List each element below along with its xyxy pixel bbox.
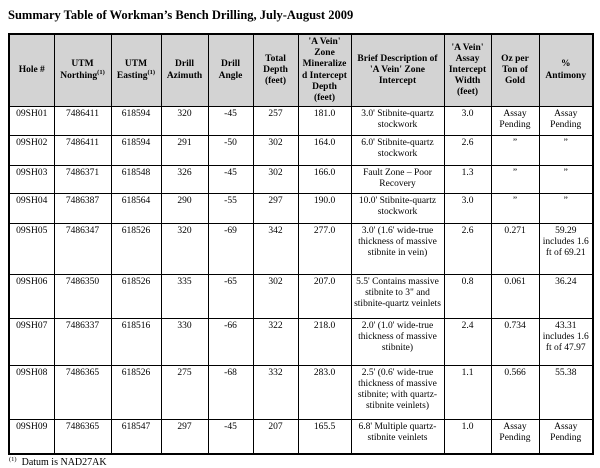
cell-drill-angle: -68 bbox=[208, 365, 253, 419]
header-row bbox=[9, 34, 593, 107]
cell-utm-northing: 7486387 bbox=[54, 193, 111, 223]
column-header-label: Drill Angle bbox=[218, 59, 243, 81]
footnote-marker: (1) bbox=[9, 455, 17, 463]
cell-vein-intercept-depth: 164.0 bbox=[298, 136, 351, 166]
column-header-label: Brief Description of 'A Vein' Zone Intercept bbox=[357, 53, 438, 87]
cell-utm-northing: 7486350 bbox=[54, 274, 111, 318]
cell-vein-description: Fault Zone – Poor Recovery bbox=[351, 166, 444, 193]
table-row-09SH05 bbox=[9, 223, 593, 274]
cell-oz-per-ton-gold: Assay Pending bbox=[491, 107, 539, 136]
cell-total-depth: 302 bbox=[253, 166, 298, 193]
cell-oz-per-ton-gold: 0.271 bbox=[491, 223, 539, 274]
cell-utm-northing: 7486337 bbox=[54, 318, 111, 365]
column-header-percent-antimony bbox=[539, 34, 593, 107]
cell-total-depth: 257 bbox=[253, 107, 298, 136]
cell-assay-intercept-width: 1.3 bbox=[444, 166, 491, 193]
table-body bbox=[9, 107, 593, 454]
cell-vein-intercept-depth: 218.0 bbox=[298, 318, 351, 365]
table-row-09SH06 bbox=[9, 274, 593, 318]
cell-assay-intercept-width: 1.1 bbox=[444, 365, 491, 419]
cell-utm-northing: 7486371 bbox=[54, 166, 111, 193]
cell-drill-angle: -66 bbox=[208, 318, 253, 365]
cell-assay-intercept-width: 0.8 bbox=[444, 274, 491, 318]
cell-hole-number: 09SH09 bbox=[9, 419, 54, 454]
table-header bbox=[9, 34, 593, 107]
cell-utm-easting: 618526 bbox=[111, 365, 161, 419]
column-header-vein-intercept-depth bbox=[298, 34, 351, 107]
cell-utm-northing: 7486365 bbox=[54, 419, 111, 454]
cell-utm-easting: 618526 bbox=[111, 223, 161, 274]
cell-assay-intercept-width: 3.0 bbox=[444, 193, 491, 223]
cell-assay-intercept-width: 3.0 bbox=[444, 107, 491, 136]
cell-vein-intercept-depth: 277.0 bbox=[298, 223, 351, 274]
cell-utm-easting: 618547 bbox=[111, 419, 161, 454]
column-header-label: % Antimony bbox=[545, 59, 587, 81]
cell-drill-azimuth: 297 bbox=[161, 419, 208, 454]
cell-percent-antimony: 55.38 bbox=[539, 365, 593, 419]
cell-vein-description: 3.0' Stibnite-quartz stockwork bbox=[351, 107, 444, 136]
cell-oz-per-ton-gold: 0.061 bbox=[491, 274, 539, 318]
cell-drill-azimuth: 326 bbox=[161, 166, 208, 193]
cell-vein-intercept-depth: 166.0 bbox=[298, 166, 351, 193]
cell-total-depth: 332 bbox=[253, 365, 298, 419]
cell-percent-antimony: Assay Pending bbox=[539, 419, 593, 454]
cell-hole-number: 09SH03 bbox=[9, 166, 54, 193]
cell-drill-azimuth: 320 bbox=[161, 223, 208, 274]
cell-oz-per-ton-gold: 0.734 bbox=[491, 318, 539, 365]
column-header-label: 'A Vein' Assay Intercept Width (feet) bbox=[448, 42, 487, 98]
column-header-oz-per-ton-gold bbox=[491, 34, 539, 107]
cell-drill-azimuth: 320 bbox=[161, 107, 208, 136]
cell-hole-number: 09SH05 bbox=[9, 223, 54, 274]
table-row-09SH03 bbox=[9, 166, 593, 193]
cell-oz-per-ton-gold: Assay Pending bbox=[491, 419, 539, 454]
cell-assay-intercept-width: 1.0 bbox=[444, 419, 491, 454]
column-header-label: UTM Easting bbox=[116, 59, 148, 81]
cell-utm-northing: 7486411 bbox=[54, 136, 111, 166]
column-header-label: Oz per Ton of Gold bbox=[501, 53, 529, 87]
column-header-label: Total Depth (feet) bbox=[263, 53, 288, 87]
cell-vein-description: 2.5' (0.6' wide-true thickness of massive stibnite; with quartz-stibnite veinlets) bbox=[351, 365, 444, 419]
cell-percent-antimony: ” bbox=[539, 193, 593, 223]
cell-vein-intercept-depth: 207.0 bbox=[298, 274, 351, 318]
cell-hole-number: 09SH06 bbox=[9, 274, 54, 318]
cell-hole-number: 09SH07 bbox=[9, 318, 54, 365]
cell-percent-antimony: ” bbox=[539, 136, 593, 166]
cell-hole-number: 09SH04 bbox=[9, 193, 54, 223]
column-header-utm-northing bbox=[54, 34, 111, 107]
page-title: Summary Table of Workman’s Bench Drilling, July-August 2009 bbox=[8, 8, 354, 22]
cell-utm-northing: 7486347 bbox=[54, 223, 111, 274]
table-row-09SH01 bbox=[9, 107, 593, 136]
cell-utm-easting: 618564 bbox=[111, 193, 161, 223]
footnote-marker: (1) bbox=[97, 68, 105, 76]
cell-vein-intercept-depth: 181.0 bbox=[298, 107, 351, 136]
cell-total-depth: 322 bbox=[253, 318, 298, 365]
cell-drill-angle: -55 bbox=[208, 193, 253, 223]
cell-utm-easting: 618548 bbox=[111, 166, 161, 193]
cell-drill-angle: -45 bbox=[208, 419, 253, 454]
cell-vein-description: 10.0' Stibnite-quartz stockwork bbox=[351, 193, 444, 223]
column-header-label: 'A Vein' Zone Mineralized Intercept Depth (feet) bbox=[302, 37, 347, 104]
column-header-label: Drill Azimuth bbox=[166, 59, 203, 81]
column-header-vein-description bbox=[351, 34, 444, 107]
cell-drill-angle: -69 bbox=[208, 223, 253, 274]
column-header-total-depth bbox=[253, 34, 298, 107]
cell-assay-intercept-width: 2.6 bbox=[444, 223, 491, 274]
cell-hole-number: 09SH01 bbox=[9, 107, 54, 136]
cell-percent-antimony: Assay Pending bbox=[539, 107, 593, 136]
cell-vein-description: 6.0' Stibnite-quartz stockwork bbox=[351, 136, 444, 166]
cell-percent-antimony: 59.29 includes 1.6 ft of 69.21 bbox=[539, 223, 593, 274]
cell-vein-intercept-depth: 190.0 bbox=[298, 193, 351, 223]
column-header-drill-azimuth bbox=[161, 34, 208, 107]
table-row-09SH08 bbox=[9, 365, 593, 419]
cell-vein-description: 3.0' (1.6' wide-true thickness of massive stibnite in vein) bbox=[351, 223, 444, 274]
column-header-drill-angle bbox=[208, 34, 253, 107]
table-row-09SH02 bbox=[9, 136, 593, 166]
column-header-assay-intercept-width bbox=[444, 34, 491, 107]
cell-total-depth: 342 bbox=[253, 223, 298, 274]
cell-oz-per-ton-gold: 0.566 bbox=[491, 365, 539, 419]
cell-vein-intercept-depth: 283.0 bbox=[298, 365, 351, 419]
cell-total-depth: 297 bbox=[253, 193, 298, 223]
cell-drill-azimuth: 335 bbox=[161, 274, 208, 318]
table-row-09SH09 bbox=[9, 419, 593, 454]
column-header-label: UTM Northing bbox=[60, 59, 98, 81]
cell-oz-per-ton-gold: ” bbox=[491, 166, 539, 193]
cell-drill-azimuth: 275 bbox=[161, 365, 208, 419]
cell-drill-azimuth: 290 bbox=[161, 193, 208, 223]
cell-utm-easting: 618594 bbox=[111, 107, 161, 136]
footnote-text: Datum is NAD27AK bbox=[21, 457, 107, 468]
column-header-label: Hole # bbox=[18, 65, 45, 75]
cell-utm-northing: 7486411 bbox=[54, 107, 111, 136]
cell-assay-intercept-width: 2.6 bbox=[444, 136, 491, 166]
drilling-summary-table bbox=[8, 33, 594, 455]
cell-oz-per-ton-gold: ” bbox=[491, 136, 539, 166]
cell-utm-northing: 7486365 bbox=[54, 365, 111, 419]
cell-vein-description: 5.5' Contains massive stibnite to 3" and stibnite-quartz veinlets bbox=[351, 274, 444, 318]
cell-drill-angle: -65 bbox=[208, 274, 253, 318]
cell-drill-angle: -45 bbox=[208, 166, 253, 193]
cell-percent-antimony: 43.31 includes 1.6 ft of 47.97 bbox=[539, 318, 593, 365]
table-row-09SH07 bbox=[9, 318, 593, 365]
footnote-marker: (1) bbox=[147, 68, 156, 76]
cell-hole-number: 09SH08 bbox=[9, 365, 54, 419]
cell-percent-antimony: ” bbox=[539, 166, 593, 193]
cell-drill-azimuth: 291 bbox=[161, 136, 208, 166]
cell-assay-intercept-width: 2.4 bbox=[444, 318, 491, 365]
column-header-hole-number bbox=[9, 34, 54, 107]
cell-percent-antimony: 36.24 bbox=[539, 274, 593, 318]
cell-utm-easting: 618594 bbox=[111, 136, 161, 166]
cell-drill-angle: -45 bbox=[208, 107, 253, 136]
cell-vein-description: 6.8' Multiple quartz-stibnite veinlets bbox=[351, 419, 444, 454]
cell-vein-intercept-depth: 165.5 bbox=[298, 419, 351, 454]
cell-total-depth: 302 bbox=[253, 136, 298, 166]
column-header-utm-easting bbox=[111, 34, 161, 107]
cell-utm-easting: 618516 bbox=[111, 318, 161, 365]
cell-hole-number: 09SH02 bbox=[9, 136, 54, 166]
cell-utm-easting: 618526 bbox=[111, 274, 161, 318]
cell-oz-per-ton-gold: ” bbox=[491, 193, 539, 223]
cell-vein-description: 2.0' (1.0' wide-true thickness of massive stibnite) bbox=[351, 318, 444, 365]
cell-drill-angle: -50 bbox=[208, 136, 253, 166]
cell-total-depth: 207 bbox=[253, 419, 298, 454]
cell-total-depth: 302 bbox=[253, 274, 298, 318]
cell-drill-azimuth: 330 bbox=[161, 318, 208, 365]
table-row-09SH04 bbox=[9, 193, 593, 223]
